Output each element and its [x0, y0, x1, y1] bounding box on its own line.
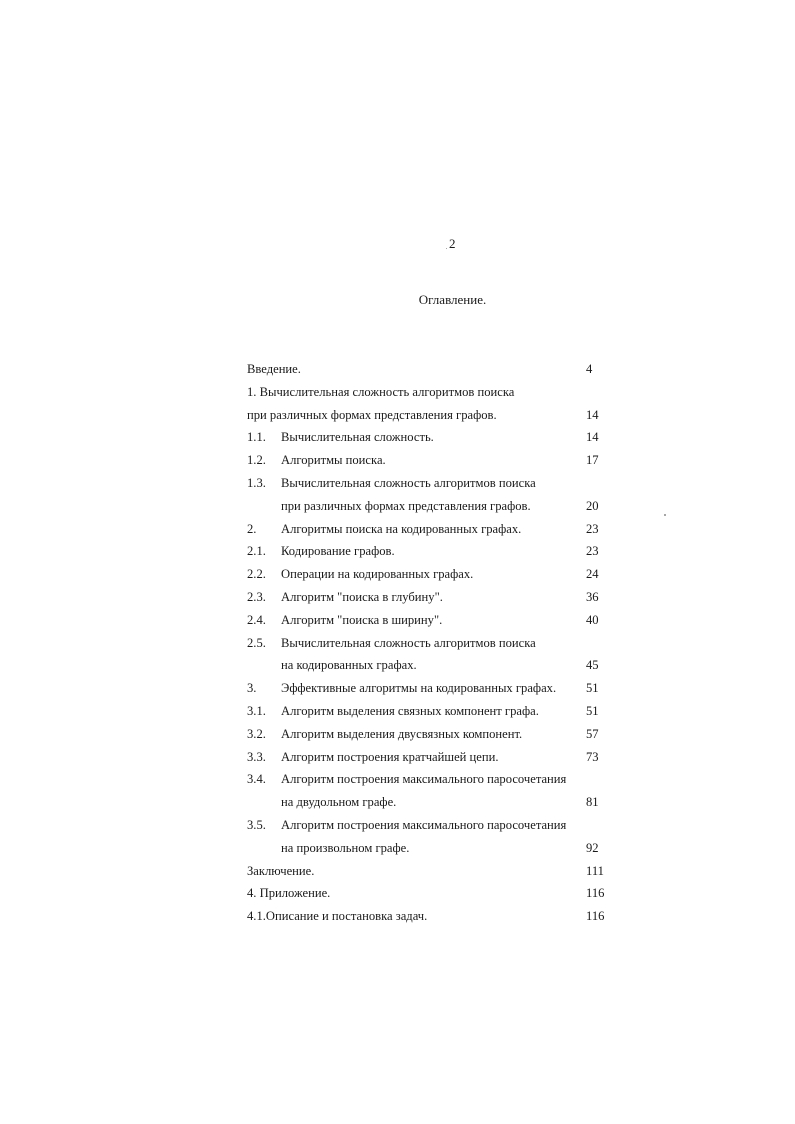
- toc-entry: [247, 358, 617, 381]
- toc-entry: [247, 426, 617, 449]
- toc-entry-label: Алгоритм построения максимального паросочетания: [281, 772, 567, 787]
- toc-entry-page: 20: [586, 498, 599, 513]
- toc-entry: [247, 449, 617, 472]
- toc-entry: [247, 791, 617, 814]
- toc-entry-label: Алгоритм выделения связных компонент графа.: [281, 703, 539, 718]
- toc-entry-number: 2.5.: [247, 635, 266, 650]
- toc-entry-label: Заключение.: [247, 863, 315, 878]
- toc-entry-page: 51: [586, 703, 599, 718]
- toc-entry-number: 2.1.: [247, 544, 266, 559]
- toc-entry-page: 14: [586, 430, 599, 445]
- toc-entry: [247, 586, 617, 609]
- toc-entry-label: Алгоритмы поиска на кодированных графах.: [281, 521, 522, 536]
- toc-entry-page: 57: [586, 726, 599, 741]
- toc-entry-label: Операции на кодированных графах.: [281, 567, 474, 582]
- toc-entry-page: 45: [586, 658, 599, 673]
- toc-title: Оглавление.: [418, 292, 487, 307]
- toc-entry-page: 4: [586, 362, 593, 376]
- toc-entry: [247, 404, 617, 427]
- toc-entry-page: 36: [586, 589, 599, 604]
- toc-entry-page: 23: [586, 521, 599, 536]
- toc-entry-label: Алгоритм построения кратчайшей цепи.: [281, 749, 499, 764]
- toc-entry: [247, 814, 617, 837]
- toc-entry-page: 17: [586, 453, 599, 468]
- toc-entry: [247, 860, 617, 883]
- toc-entry-page: 92: [586, 840, 599, 855]
- scan-speck: [664, 514, 666, 516]
- toc-entry: [247, 837, 617, 860]
- toc-entry-label: Алгоритм "поиска в ширину".: [281, 612, 443, 627]
- table-of-contents: [247, 358, 617, 928]
- toc-entry: [247, 495, 617, 518]
- toc-entry-label: Алгоритм "поиска в глубину".: [281, 589, 443, 604]
- toc-entry-label: 1. Вычислительная сложность алгоритмов поиска: [247, 384, 515, 399]
- toc-entry-page: 40: [586, 612, 599, 627]
- toc-entry-number: 1.2.: [247, 453, 266, 468]
- toc-entry-number: 3.5.: [247, 817, 266, 832]
- toc-entry-label: 4.1.Описание и постановка задач.: [247, 909, 428, 924]
- toc-entry: [247, 746, 617, 769]
- toc-entry-label: Алгоритм выделения двусвязных компонент.: [281, 726, 523, 741]
- toc-entry-page: 116: [586, 886, 605, 901]
- toc-entry-page: 116: [586, 909, 605, 924]
- toc-entry: [247, 723, 617, 746]
- toc-entry-number: 1.3.: [247, 475, 266, 490]
- toc-entry: [247, 540, 617, 563]
- toc-entry-page: 23: [586, 544, 599, 559]
- toc-entry-label: Эффективные алгоритмы на кодированных графах.: [281, 681, 557, 696]
- toc-entry-label: Алгоритмы поиска.: [281, 453, 386, 468]
- toc-entry: [247, 518, 617, 541]
- toc-entry: [247, 768, 617, 791]
- toc-entry-number: 3.4.: [247, 772, 266, 787]
- toc-entry: [247, 381, 617, 404]
- toc-entry-label: Алгоритм построения максимального паросочетания: [281, 817, 567, 832]
- toc-entry-number: 3.1.: [247, 703, 266, 718]
- toc-entry-number: 2.: [247, 521, 257, 536]
- toc-entry-page: 24: [586, 567, 599, 582]
- toc-entry-number: 2.2.: [247, 567, 266, 582]
- scan-speck: [446, 248, 447, 249]
- toc-entry-label: Вычислительная сложность.: [281, 430, 434, 445]
- toc-entry-label: на двудольном графе.: [281, 795, 397, 810]
- toc-entry-page: 81: [586, 795, 599, 810]
- toc-entry-label: Кодирование графов.: [281, 544, 395, 559]
- toc-entry-label: Введение.: [247, 362, 301, 376]
- toc-entry-label: при различных формах представления графов.: [281, 498, 531, 513]
- toc-entry-page: 14: [586, 407, 599, 422]
- toc-entry-label: на кодированных графах.: [281, 658, 417, 673]
- toc-entry-label: при различных формах представления графов.: [247, 407, 497, 422]
- toc-entry-number: 3.: [247, 681, 257, 696]
- toc-entry: [247, 654, 617, 677]
- toc-entry: [247, 677, 617, 700]
- toc-entry-number: 3.2.: [247, 726, 266, 741]
- toc-entry: [247, 632, 617, 655]
- toc-entry-label: Вычислительная сложность алгоритмов поиска: [281, 475, 536, 490]
- toc-entry: [247, 472, 617, 495]
- toc-entry: [247, 882, 617, 905]
- toc-entry-label: Вычислительная сложность алгоритмов поиска: [281, 635, 536, 650]
- toc-entry: [247, 905, 617, 928]
- toc-entry-label: 4. Приложение.: [247, 886, 331, 901]
- toc-entry-number: 2.4.: [247, 612, 266, 627]
- toc-entry-page: 51: [586, 681, 599, 696]
- toc-entry-number: 2.3.: [247, 589, 266, 604]
- toc-entry: [247, 609, 617, 632]
- toc-entry: [247, 563, 617, 586]
- toc-entry-label: на произвольном графе.: [281, 840, 410, 855]
- toc-entry-page: 73: [586, 749, 599, 764]
- toc-entry-page: 111: [586, 863, 604, 878]
- toc-entry-number: 3.3.: [247, 749, 266, 764]
- toc-entry: [247, 700, 617, 723]
- page-number: 2: [449, 236, 456, 251]
- toc-entry-number: 1.1.: [247, 430, 266, 445]
